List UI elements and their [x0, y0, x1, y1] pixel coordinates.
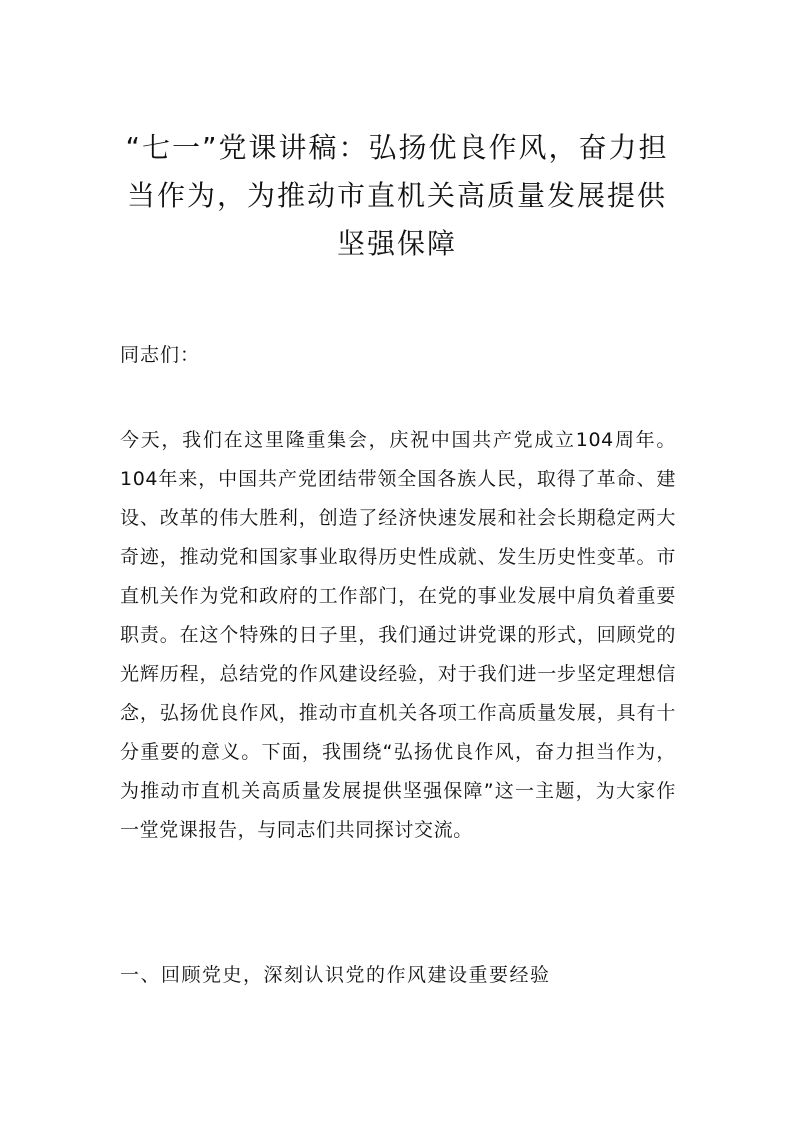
intro-paragraph: 今天，我们在这里隆重集会，庆祝中国共产党成立104周年。104年来，中国共产党团结带领全国各族人民，取得了革命、建设、改革的伟大胜利，创造了经济快速发展和社会长期稳定两大奇迹，推动党和国家事业取得历史性成就、发生历史性变革。市直机关作为党和政府的工作部门，在党的事业发展中肩负着重要职责。在这个特殊的日子里，我们通过讲党课的形式，回顾党的光辉历程，总结党的作风建设经验，对于我们进一步坚定理想信念，弘扬优良作风，推动市直机关各项工作高质量发展，具有十分重要的意义。下面，我围绕“弘扬优良作风，奋力担当作为，为推动市直机关高质量发展提供坚强保障”这一主题，为大家作一堂党课报告，与同志们共同探讨交流。	[120, 429, 676, 841]
document-title: “七一”党课讲稿：弘扬优良作风，奋力担当作为，为推动市直机关高质量发展提供坚强保障	[125, 131, 669, 260]
salutation: 同志们：	[120, 344, 201, 366]
section-heading: 一、回顾党史，深刻认识党的作风建设重要经验	[120, 964, 551, 986]
